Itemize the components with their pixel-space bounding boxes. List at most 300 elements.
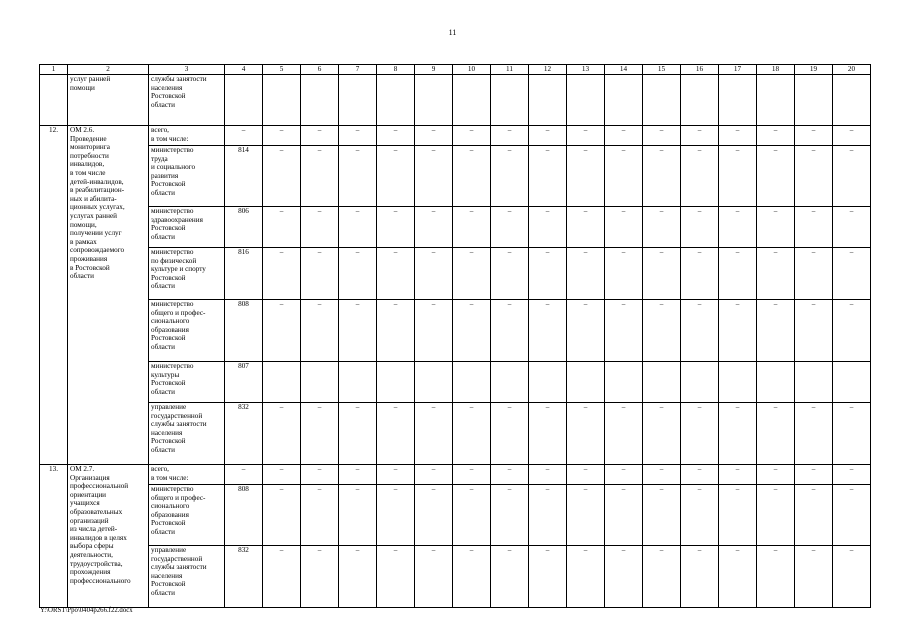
value-cell: –: [415, 546, 453, 608]
executor-cell-line: образования: [151, 510, 189, 519]
empty-cell: [225, 75, 263, 126]
event-name-cell-line: в рамках: [70, 237, 97, 246]
executor-cell: [149, 207, 225, 248]
event-name-cell-line: ОМ 2.7.: [70, 465, 95, 473]
event-name-cell-line: Проведение: [70, 134, 107, 143]
value-cell: –: [339, 300, 377, 362]
event-name-cell-line: услугах ранней: [70, 211, 118, 220]
event-name-cell-line: сопровождаемого: [70, 246, 125, 255]
value-cell: –: [643, 126, 681, 146]
executor-cell-line: всего,: [151, 465, 169, 473]
value-cell: –: [301, 146, 339, 207]
budget-code-cell: –: [225, 126, 263, 146]
executor-cell-line: и социального: [151, 163, 196, 172]
value-cell: –: [795, 146, 833, 207]
empty-cell: [567, 75, 605, 126]
value-cell: –: [263, 465, 301, 485]
empty-cell: [301, 75, 339, 126]
value-cell: –: [529, 300, 567, 362]
value-cell: –: [377, 207, 415, 248]
value-cell: –: [339, 248, 377, 300]
empty-cell: [719, 75, 757, 126]
executor-cell: [149, 362, 225, 403]
executor-cell-line: общего и профес-: [151, 308, 206, 317]
value-cell: –: [833, 403, 871, 465]
value-cell: –: [567, 465, 605, 485]
value-cell: –: [415, 403, 453, 465]
value-cell: –: [681, 126, 719, 146]
value-cell: –: [453, 546, 491, 608]
value-cell: –: [415, 146, 453, 207]
table-row: [40, 403, 871, 465]
executor-cell-line: области: [151, 342, 176, 351]
value-cell: –: [529, 126, 567, 146]
empty-cell: [339, 75, 377, 126]
value-cell: –: [263, 403, 301, 465]
executor-cell-line: области: [151, 588, 176, 597]
column-header: 16: [681, 65, 719, 75]
event-name-cell-line: профессиональной: [70, 482, 129, 491]
value-cell: –: [377, 465, 415, 485]
event-name-cell-line: учащихся: [70, 499, 100, 508]
value-cell: –: [339, 146, 377, 207]
column-header: 20: [833, 65, 871, 75]
column-header: 10: [453, 65, 491, 75]
event-name-cell-line: организаций: [70, 516, 109, 525]
executor-cell-line: области: [151, 100, 176, 109]
value-cell: –: [415, 300, 453, 362]
budget-code-cell: 814: [225, 146, 263, 207]
value-cell: –: [377, 546, 415, 608]
executor-cell-line: области: [151, 282, 176, 291]
value-cell: –: [757, 146, 795, 207]
value-cell: –: [605, 146, 643, 207]
value-cell: –: [605, 403, 643, 465]
value-cell: –: [415, 207, 453, 248]
executor-cell-line: Ростовской: [151, 519, 186, 528]
value-cell: –: [529, 485, 567, 546]
value-cell: –: [453, 126, 491, 146]
executor-cell-line: Ростовской: [151, 273, 186, 282]
value-cell: –: [795, 546, 833, 608]
column-header: 14: [605, 65, 643, 75]
value-cell: –: [529, 146, 567, 207]
empty-cell: [377, 362, 415, 403]
value-cell: –: [529, 465, 567, 485]
column-header: 19: [795, 65, 833, 75]
empty-cell: [833, 362, 871, 403]
value-cell: –: [681, 248, 719, 300]
value-cell: –: [719, 300, 757, 362]
executor-cell-line: службы занятости: [151, 420, 207, 429]
event-name-cell-line: помощи,: [70, 220, 97, 229]
value-cell: –: [453, 465, 491, 485]
value-cell: –: [491, 146, 529, 207]
value-cell: –: [605, 207, 643, 248]
event-name-cell-line: образовательных: [70, 507, 123, 516]
value-cell: –: [491, 465, 529, 485]
value-cell: –: [567, 248, 605, 300]
executor-cell-line: области: [151, 387, 176, 396]
executor-cell-line: министерство: [151, 362, 194, 370]
column-header: 1: [40, 65, 68, 75]
value-cell: –: [643, 248, 681, 300]
executor-cell-line: службы занятости: [151, 75, 207, 83]
value-cell: –: [301, 403, 339, 465]
event-name-cell-line: в том числе: [70, 168, 106, 177]
event-name-cell-line: получении услуг: [70, 229, 122, 238]
value-cell: –: [301, 546, 339, 608]
executor-cell-line: образования: [151, 325, 189, 334]
event-name-cell-line: профессионального: [70, 576, 131, 585]
executor-cell-line: сионального: [151, 317, 190, 326]
empty-cell: [453, 75, 491, 126]
column-header: 18: [757, 65, 795, 75]
value-cell: –: [719, 546, 757, 608]
value-cell: –: [567, 126, 605, 146]
executor-cell-line: по физической: [151, 256, 197, 265]
value-cell: –: [795, 403, 833, 465]
value-cell: –: [491, 403, 529, 465]
empty-cell: [795, 75, 833, 126]
executor-cell-line: министерство: [151, 485, 194, 493]
value-cell: –: [453, 403, 491, 465]
value-cell: –: [453, 485, 491, 546]
value-cell: –: [757, 248, 795, 300]
value-cell: –: [795, 126, 833, 146]
value-cell: –: [719, 248, 757, 300]
value-cell: –: [263, 126, 301, 146]
value-cell: –: [643, 146, 681, 207]
event-name-cell-line: детей-инвалидов,: [70, 177, 124, 186]
empty-cell: [605, 75, 643, 126]
empty-cell: [567, 362, 605, 403]
executor-cell: [149, 485, 225, 546]
value-cell: –: [453, 146, 491, 207]
column-header: 13: [567, 65, 605, 75]
value-cell: –: [263, 207, 301, 248]
value-cell: –: [567, 300, 605, 362]
value-cell: –: [339, 465, 377, 485]
table-row: [40, 465, 871, 485]
executor-cell-line: государственной: [151, 411, 203, 420]
value-cell: –: [795, 485, 833, 546]
executor-cell-line: области: [151, 445, 176, 454]
value-cell: –: [567, 146, 605, 207]
value-cell: –: [833, 248, 871, 300]
value-cell: –: [605, 300, 643, 362]
empty-cell: [453, 362, 491, 403]
value-cell: –: [795, 207, 833, 248]
value-cell: –: [643, 403, 681, 465]
value-cell: –: [643, 465, 681, 485]
value-cell: –: [263, 546, 301, 608]
column-header: 6: [301, 65, 339, 75]
value-cell: –: [339, 485, 377, 546]
empty-cell: [833, 75, 871, 126]
column-header: 11: [491, 65, 529, 75]
value-cell: –: [719, 146, 757, 207]
row-number: 12.: [40, 126, 68, 465]
value-cell: –: [453, 248, 491, 300]
value-cell: –: [301, 126, 339, 146]
empty-cell: [529, 362, 567, 403]
event-name-cell-line: услуг ранней: [70, 75, 111, 83]
event-name-cell-line: трудоустройства,: [70, 559, 123, 568]
empty-cell: [377, 75, 415, 126]
column-header: 5: [263, 65, 301, 75]
executor-cell-line: министерство: [151, 146, 194, 154]
budget-code-cell: 807: [225, 362, 263, 403]
value-cell: –: [491, 248, 529, 300]
value-cell: –: [301, 465, 339, 485]
value-cell: –: [605, 546, 643, 608]
value-cell: –: [491, 485, 529, 546]
value-cell: –: [681, 485, 719, 546]
empty-cell: [605, 362, 643, 403]
value-cell: –: [377, 485, 415, 546]
column-header: 8: [377, 65, 415, 75]
empty-cell: [643, 75, 681, 126]
value-cell: –: [301, 300, 339, 362]
budget-code-cell: 806: [225, 207, 263, 248]
executor-cell-line: министерство: [151, 207, 194, 215]
event-name-cell-line: потребности: [70, 151, 109, 160]
empty-cell: [681, 362, 719, 403]
empty-cell: [339, 362, 377, 403]
executor-cell-line: всего,: [151, 126, 169, 134]
value-cell: –: [301, 485, 339, 546]
column-header: 15: [643, 65, 681, 75]
empty-cell: [415, 362, 453, 403]
executor-cell-line: Ростовской: [151, 180, 186, 189]
budget-code-cell: 816: [225, 248, 263, 300]
empty-cell: [415, 75, 453, 126]
value-cell: –: [377, 403, 415, 465]
event-name-cell-line: деятельности,: [70, 550, 113, 559]
table-row: [40, 75, 871, 126]
value-cell: –: [415, 465, 453, 485]
value-cell: –: [605, 465, 643, 485]
value-cell: –: [833, 465, 871, 485]
executor-cell-line: службы занятости: [151, 563, 207, 572]
value-cell: –: [643, 300, 681, 362]
empty-cell: [757, 75, 795, 126]
event-name-cell: [68, 75, 149, 126]
executor-cell: [149, 75, 225, 126]
event-name-cell: [68, 126, 149, 465]
executor-cell-line: области: [151, 188, 176, 197]
executor-cell-line: управление: [151, 403, 187, 411]
budget-code-cell: 808: [225, 300, 263, 362]
table-row: [40, 546, 871, 608]
value-cell: –: [833, 485, 871, 546]
header-row: [40, 65, 871, 75]
row-number: 13.: [40, 465, 68, 608]
column-header: 2: [68, 65, 149, 75]
value-cell: –: [719, 485, 757, 546]
budget-code-cell: 832: [225, 403, 263, 465]
value-cell: –: [415, 485, 453, 546]
executor-cell: [149, 126, 225, 146]
value-cell: –: [643, 546, 681, 608]
value-cell: –: [529, 403, 567, 465]
value-cell: –: [415, 126, 453, 146]
value-cell: –: [453, 300, 491, 362]
executor-cell-line: Ростовской: [151, 92, 186, 101]
value-cell: –: [377, 146, 415, 207]
executor-cell-line: сионального: [151, 502, 190, 511]
value-cell: –: [415, 248, 453, 300]
executor-cell-line: здравоохранения: [151, 215, 203, 224]
event-name-cell-line: из числа детей-: [70, 525, 118, 534]
value-cell: –: [719, 403, 757, 465]
value-cell: –: [795, 465, 833, 485]
empty-cell: [40, 75, 68, 126]
executor-cell-line: населения: [151, 428, 183, 437]
executor-cell-line: Ростовской: [151, 437, 186, 446]
executor-cell-line: министерство: [151, 300, 194, 308]
executor-cell: [149, 300, 225, 362]
executor-cell: [149, 146, 225, 207]
executor-cell: [149, 248, 225, 300]
value-cell: –: [529, 248, 567, 300]
executor-cell: [149, 546, 225, 608]
executor-cell-line: развития: [151, 171, 179, 180]
value-cell: –: [833, 126, 871, 146]
event-name-cell: [68, 465, 149, 608]
table-row: [40, 248, 871, 300]
value-cell: –: [491, 300, 529, 362]
event-name-cell-line: в Ростовской: [70, 263, 110, 272]
column-header: 17: [719, 65, 757, 75]
value-cell: –: [757, 403, 795, 465]
executor-cell-line: Ростовской: [151, 334, 186, 343]
executor-cell-line: области: [151, 527, 176, 536]
table-row: [40, 126, 871, 146]
event-name-cell-line: инвалидов в целях: [70, 533, 127, 542]
value-cell: –: [567, 546, 605, 608]
column-header: 9: [415, 65, 453, 75]
value-cell: –: [263, 485, 301, 546]
budget-table: [39, 64, 871, 608]
column-header: 4: [225, 65, 263, 75]
executor-cell-line: труда: [151, 154, 168, 163]
value-cell: –: [567, 403, 605, 465]
event-name-cell-line: ционных услугах,: [70, 203, 125, 212]
executor-cell-line: управление: [151, 546, 187, 554]
value-cell: –: [453, 207, 491, 248]
empty-cell: [263, 75, 301, 126]
value-cell: –: [529, 207, 567, 248]
value-cell: –: [719, 465, 757, 485]
budget-code-cell: 808: [225, 485, 263, 546]
value-cell: –: [339, 207, 377, 248]
column-header: 7: [339, 65, 377, 75]
value-cell: –: [301, 207, 339, 248]
value-cell: –: [339, 126, 377, 146]
executor-cell-line: в том числе:: [151, 473, 189, 482]
table-row: [40, 485, 871, 546]
event-name-cell-line: мониторинга: [70, 143, 110, 152]
budget-code-cell: 832: [225, 546, 263, 608]
value-cell: –: [757, 207, 795, 248]
value-cell: –: [491, 546, 529, 608]
footer-file-path: Y:\ORST\Ppo\0404p266.f22.docx: [40, 607, 133, 614]
value-cell: –: [567, 485, 605, 546]
empty-cell: [263, 362, 301, 403]
value-cell: –: [377, 126, 415, 146]
column-header: 3: [149, 65, 225, 75]
executor-cell-line: культуры: [151, 370, 180, 379]
value-cell: –: [605, 126, 643, 146]
column-header: 12: [529, 65, 567, 75]
value-cell: –: [757, 485, 795, 546]
value-cell: –: [681, 403, 719, 465]
value-cell: –: [263, 248, 301, 300]
executor-cell-line: населения: [151, 83, 183, 92]
value-cell: –: [377, 248, 415, 300]
executor-cell: [149, 465, 225, 485]
value-cell: –: [605, 248, 643, 300]
value-cell: –: [833, 300, 871, 362]
executor-cell-line: общего и профес-: [151, 493, 206, 502]
value-cell: –: [605, 485, 643, 546]
empty-cell: [757, 362, 795, 403]
value-cell: –: [795, 248, 833, 300]
empty-cell: [795, 362, 833, 403]
empty-cell: [681, 75, 719, 126]
executor-cell-line: культуре и спорту: [151, 265, 206, 274]
executor-cell-line: государственной: [151, 554, 203, 563]
table-row: [40, 146, 871, 207]
table-body: [40, 65, 871, 608]
value-cell: –: [491, 207, 529, 248]
executor-cell-line: Ростовской: [151, 580, 186, 589]
event-name-cell-line: проживания: [70, 254, 108, 263]
executor-cell-line: населения: [151, 571, 183, 580]
value-cell: –: [833, 207, 871, 248]
value-cell: –: [643, 485, 681, 546]
value-cell: –: [757, 126, 795, 146]
empty-cell: [643, 362, 681, 403]
event-name-cell-line: выбора сферы: [70, 542, 114, 551]
event-name-cell-line: инвалидов,: [70, 160, 105, 169]
event-name-cell-line: помощи: [70, 83, 95, 92]
event-name-cell-line: в реабилитацион-: [70, 186, 125, 195]
empty-cell: [301, 362, 339, 403]
value-cell: –: [719, 126, 757, 146]
value-cell: –: [833, 546, 871, 608]
value-cell: –: [681, 207, 719, 248]
empty-cell: [491, 362, 529, 403]
value-cell: –: [339, 403, 377, 465]
value-cell: –: [833, 146, 871, 207]
page-number: 11: [448, 28, 457, 37]
empty-cell: [491, 75, 529, 126]
value-cell: –: [491, 126, 529, 146]
executor-cell-line: области: [151, 232, 176, 241]
event-name-cell-line: прохождения: [70, 568, 111, 577]
table-row: [40, 362, 871, 403]
empty-cell: [719, 362, 757, 403]
executor-cell-line: Ростовской: [151, 379, 186, 388]
executor-cell: [149, 403, 225, 465]
event-name-cell-line: ных и абилита-: [70, 194, 117, 203]
value-cell: –: [377, 300, 415, 362]
value-cell: –: [795, 300, 833, 362]
event-name-cell-line: области: [70, 272, 95, 281]
